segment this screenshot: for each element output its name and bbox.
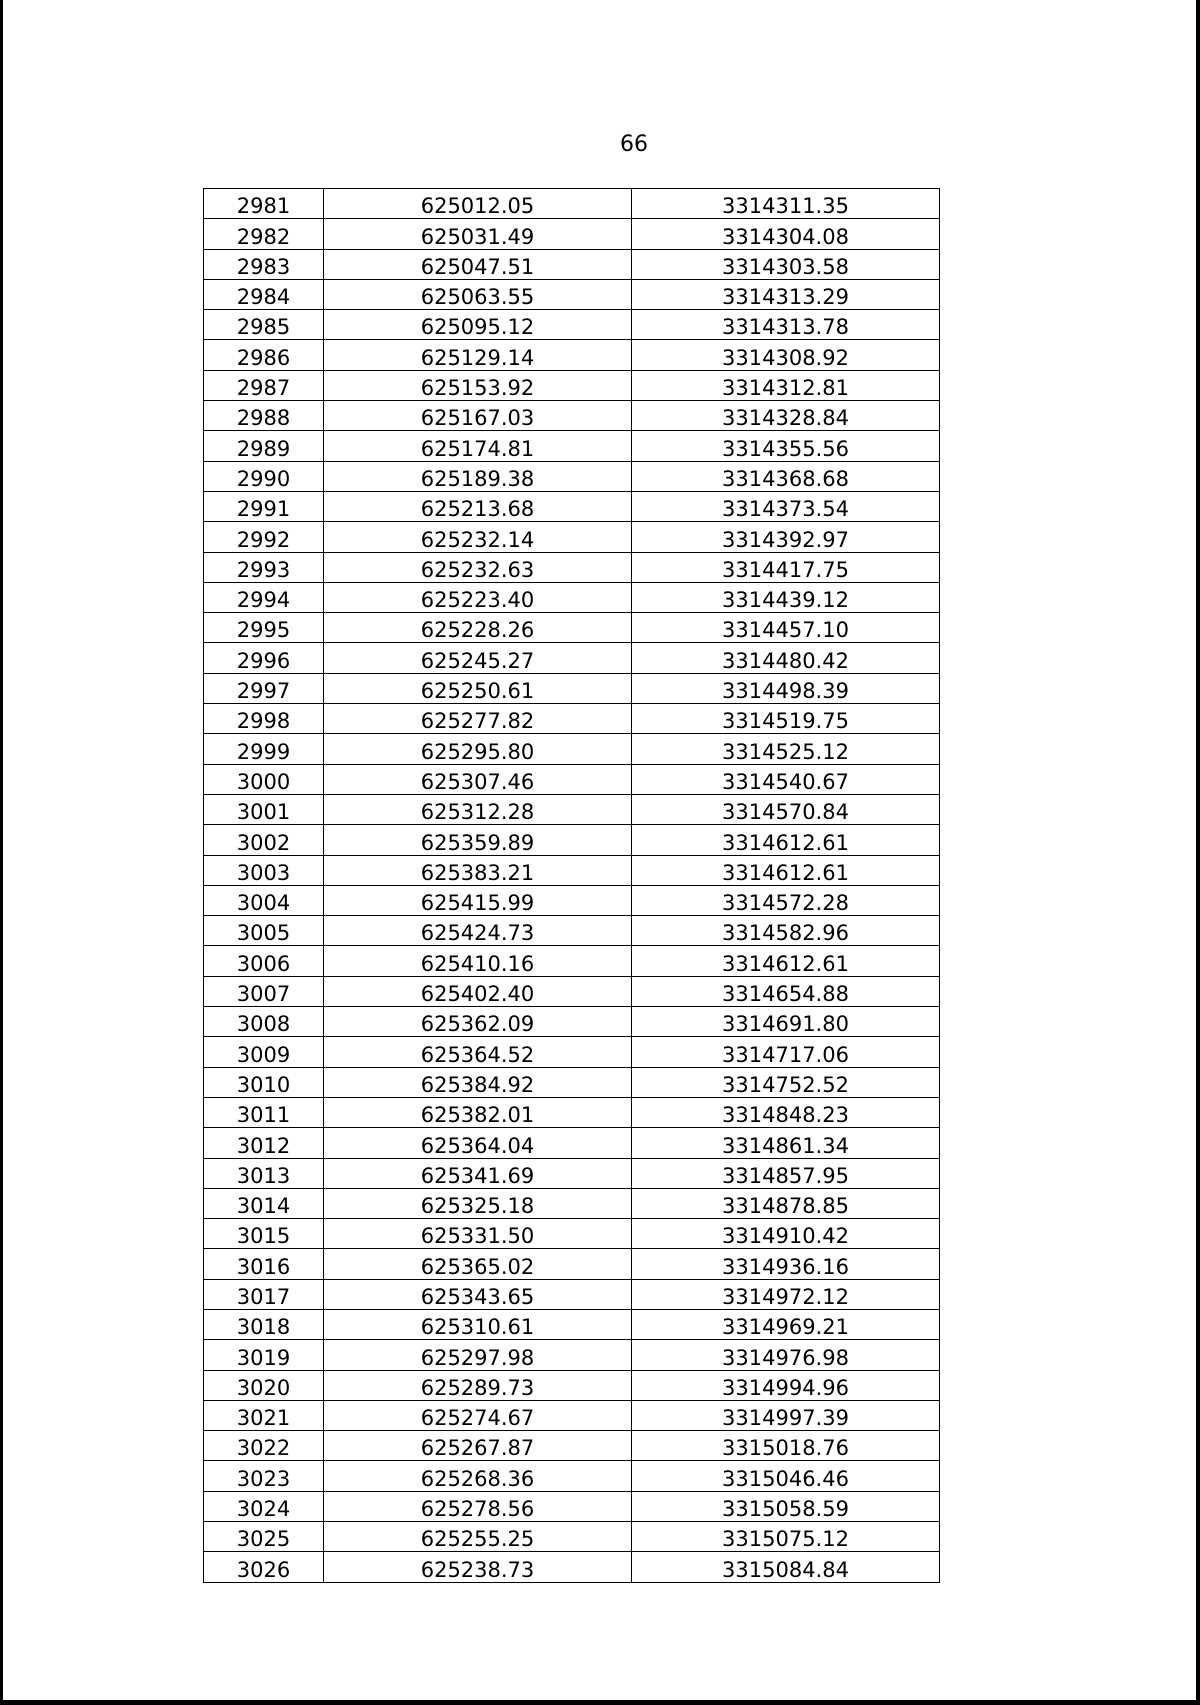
point-id-cell: 3014 [204, 1188, 324, 1218]
x-coordinate-cell: 625268.36 [324, 1461, 632, 1491]
y-coordinate-cell: 3314480.42 [632, 643, 940, 673]
point-id-cell: 3007 [204, 976, 324, 1006]
point-id-cell: 2998 [204, 704, 324, 734]
point-id-cell: 3026 [204, 1552, 324, 1582]
x-coordinate-cell: 625310.61 [324, 1309, 632, 1339]
coordinates-table [203, 188, 940, 1583]
y-coordinate-cell: 3315084.84 [632, 1552, 940, 1582]
point-id-cell: 2984 [204, 279, 324, 309]
x-coordinate-cell: 625341.69 [324, 1158, 632, 1188]
point-id-cell: 3005 [204, 916, 324, 946]
y-coordinate-cell: 3314313.78 [632, 310, 940, 340]
coordinates-table-body [204, 189, 940, 1583]
table-row [204, 1037, 940, 1067]
x-coordinate-cell: 625384.92 [324, 1067, 632, 1097]
point-id-cell: 3013 [204, 1158, 324, 1188]
scan-border-bottom [0, 1700, 1200, 1705]
table-row [204, 704, 940, 734]
table-row [204, 340, 940, 370]
point-id-cell: 3001 [204, 794, 324, 824]
point-id-cell: 2985 [204, 310, 324, 340]
y-coordinate-cell: 3314570.84 [632, 794, 940, 824]
y-coordinate-cell: 3314439.12 [632, 582, 940, 612]
x-coordinate-cell: 625250.61 [324, 673, 632, 703]
table-row [204, 1249, 940, 1279]
table-row [204, 673, 940, 703]
table-row [204, 1097, 940, 1127]
y-coordinate-cell: 3314519.75 [632, 704, 940, 734]
table-row [204, 794, 940, 824]
page-number: 66 [620, 132, 648, 157]
point-id-cell: 3003 [204, 855, 324, 885]
y-coordinate-cell: 3314612.61 [632, 946, 940, 976]
point-id-cell: 3019 [204, 1340, 324, 1370]
table-row [204, 643, 940, 673]
point-id-cell: 3000 [204, 764, 324, 794]
point-id-cell: 2988 [204, 401, 324, 431]
point-id-cell: 3016 [204, 1249, 324, 1279]
x-coordinate-cell: 625295.80 [324, 734, 632, 764]
table-row [204, 1552, 940, 1582]
x-coordinate-cell: 625063.55 [324, 279, 632, 309]
table-row [204, 1219, 940, 1249]
point-id-cell: 2989 [204, 431, 324, 461]
table-row [204, 370, 940, 400]
table-row [204, 1370, 940, 1400]
point-id-cell: 2987 [204, 370, 324, 400]
x-coordinate-cell: 625174.81 [324, 431, 632, 461]
point-id-cell: 3009 [204, 1037, 324, 1067]
x-coordinate-cell: 625325.18 [324, 1188, 632, 1218]
x-coordinate-cell: 625277.82 [324, 704, 632, 734]
x-coordinate-cell: 625189.38 [324, 461, 632, 491]
x-coordinate-cell: 625012.05 [324, 189, 632, 219]
y-coordinate-cell: 3314612.61 [632, 855, 940, 885]
x-coordinate-cell: 625274.67 [324, 1400, 632, 1430]
table-row [204, 522, 940, 552]
table-row [204, 1431, 940, 1461]
y-coordinate-cell: 3314525.12 [632, 734, 940, 764]
table-row [204, 1128, 940, 1158]
table-row [204, 1158, 940, 1188]
point-id-cell: 3017 [204, 1279, 324, 1309]
y-coordinate-cell: 3314752.52 [632, 1067, 940, 1097]
x-coordinate-cell: 625362.09 [324, 1007, 632, 1037]
point-id-cell: 3006 [204, 946, 324, 976]
x-coordinate-cell: 625402.40 [324, 976, 632, 1006]
table-row [204, 1491, 940, 1521]
point-id-cell: 3018 [204, 1309, 324, 1339]
point-id-cell: 3025 [204, 1522, 324, 1552]
point-id-cell: 2995 [204, 613, 324, 643]
point-id-cell: 3022 [204, 1431, 324, 1461]
scan-border-left [0, 0, 3, 1705]
x-coordinate-cell: 625307.46 [324, 764, 632, 794]
point-id-cell: 2982 [204, 219, 324, 249]
point-id-cell: 3020 [204, 1370, 324, 1400]
y-coordinate-cell: 3314572.28 [632, 885, 940, 915]
table-row [204, 310, 940, 340]
y-coordinate-cell: 3314303.58 [632, 249, 940, 279]
table-row [204, 1309, 940, 1339]
y-coordinate-cell: 3314861.34 [632, 1128, 940, 1158]
table-row [204, 279, 940, 309]
x-coordinate-cell: 625297.98 [324, 1340, 632, 1370]
table-row [204, 1188, 940, 1218]
y-coordinate-cell: 3314540.67 [632, 764, 940, 794]
point-id-cell: 2999 [204, 734, 324, 764]
y-coordinate-cell: 3314878.85 [632, 1188, 940, 1218]
table-row [204, 885, 940, 915]
table-row [204, 976, 940, 1006]
y-coordinate-cell: 3314612.61 [632, 825, 940, 855]
x-coordinate-cell: 625415.99 [324, 885, 632, 915]
point-id-cell: 3023 [204, 1461, 324, 1491]
x-coordinate-cell: 625343.65 [324, 1279, 632, 1309]
y-coordinate-cell: 3314328.84 [632, 401, 940, 431]
point-id-cell: 2994 [204, 582, 324, 612]
table-row [204, 491, 940, 521]
point-id-cell: 2986 [204, 340, 324, 370]
y-coordinate-cell: 3314936.16 [632, 1249, 940, 1279]
x-coordinate-cell: 625232.63 [324, 552, 632, 582]
x-coordinate-cell: 625267.87 [324, 1431, 632, 1461]
y-coordinate-cell: 3314654.88 [632, 976, 940, 1006]
y-coordinate-cell: 3314304.08 [632, 219, 940, 249]
table-row [204, 734, 940, 764]
point-id-cell: 3008 [204, 1007, 324, 1037]
x-coordinate-cell: 625095.12 [324, 310, 632, 340]
y-coordinate-cell: 3314972.12 [632, 1279, 940, 1309]
point-id-cell: 2990 [204, 461, 324, 491]
table-row [204, 946, 940, 976]
y-coordinate-cell: 3314355.56 [632, 431, 940, 461]
table-row [204, 1522, 940, 1552]
y-coordinate-cell: 3314997.39 [632, 1400, 940, 1430]
x-coordinate-cell: 625364.52 [324, 1037, 632, 1067]
x-coordinate-cell: 625228.26 [324, 613, 632, 643]
y-coordinate-cell: 3314368.68 [632, 461, 940, 491]
y-coordinate-cell: 3314417.75 [632, 552, 940, 582]
x-coordinate-cell: 625383.21 [324, 855, 632, 885]
y-coordinate-cell: 3314976.98 [632, 1340, 940, 1370]
y-coordinate-cell: 3314848.23 [632, 1097, 940, 1127]
table-row [204, 219, 940, 249]
table-row [204, 1007, 940, 1037]
point-id-cell: 2993 [204, 552, 324, 582]
table-row [204, 1400, 940, 1430]
point-id-cell: 3015 [204, 1219, 324, 1249]
table-row [204, 401, 940, 431]
point-id-cell: 2981 [204, 189, 324, 219]
y-coordinate-cell: 3314717.06 [632, 1037, 940, 1067]
point-id-cell: 2997 [204, 673, 324, 703]
table-row [204, 855, 940, 885]
table-row [204, 1461, 940, 1491]
x-coordinate-cell: 625153.92 [324, 370, 632, 400]
x-coordinate-cell: 625047.51 [324, 249, 632, 279]
point-id-cell: 2992 [204, 522, 324, 552]
table-row [204, 825, 940, 855]
x-coordinate-cell: 625255.25 [324, 1522, 632, 1552]
table-row [204, 249, 940, 279]
x-coordinate-cell: 625364.04 [324, 1128, 632, 1158]
x-coordinate-cell: 625223.40 [324, 582, 632, 612]
point-id-cell: 2983 [204, 249, 324, 279]
y-coordinate-cell: 3314857.95 [632, 1158, 940, 1188]
x-coordinate-cell: 625278.56 [324, 1491, 632, 1521]
y-coordinate-cell: 3314994.96 [632, 1370, 940, 1400]
y-coordinate-cell: 3315018.76 [632, 1431, 940, 1461]
point-id-cell: 3010 [204, 1067, 324, 1097]
x-coordinate-cell: 625312.28 [324, 794, 632, 824]
y-coordinate-cell: 3314498.39 [632, 673, 940, 703]
x-coordinate-cell: 625382.01 [324, 1097, 632, 1127]
y-coordinate-cell: 3314910.42 [632, 1219, 940, 1249]
y-coordinate-cell: 3314308.92 [632, 340, 940, 370]
point-id-cell: 3012 [204, 1128, 324, 1158]
x-coordinate-cell: 625129.14 [324, 340, 632, 370]
point-id-cell: 3024 [204, 1491, 324, 1521]
point-id-cell: 3011 [204, 1097, 324, 1127]
point-id-cell: 3002 [204, 825, 324, 855]
y-coordinate-cell: 3314392.97 [632, 522, 940, 552]
x-coordinate-cell: 625424.73 [324, 916, 632, 946]
x-coordinate-cell: 625245.27 [324, 643, 632, 673]
x-coordinate-cell: 625365.02 [324, 1249, 632, 1279]
y-coordinate-cell: 3314313.29 [632, 279, 940, 309]
scan-border-right [1196, 0, 1200, 1705]
table-row [204, 1279, 940, 1309]
table-row [204, 1067, 940, 1097]
table-row [204, 582, 940, 612]
x-coordinate-cell: 625410.16 [324, 946, 632, 976]
x-coordinate-cell: 625167.03 [324, 401, 632, 431]
table-row [204, 1340, 940, 1370]
table-row [204, 916, 940, 946]
point-id-cell: 2996 [204, 643, 324, 673]
y-coordinate-cell: 3315075.12 [632, 1522, 940, 1552]
point-id-cell: 3021 [204, 1400, 324, 1430]
x-coordinate-cell: 625331.50 [324, 1219, 632, 1249]
y-coordinate-cell: 3314457.10 [632, 613, 940, 643]
table-row [204, 189, 940, 219]
y-coordinate-cell: 3315058.59 [632, 1491, 940, 1521]
y-coordinate-cell: 3314373.54 [632, 491, 940, 521]
table-row [204, 613, 940, 643]
y-coordinate-cell: 3314969.21 [632, 1309, 940, 1339]
table-row [204, 431, 940, 461]
table-row [204, 461, 940, 491]
x-coordinate-cell: 625031.49 [324, 219, 632, 249]
point-id-cell: 2991 [204, 491, 324, 521]
y-coordinate-cell: 3314311.35 [632, 189, 940, 219]
y-coordinate-cell: 3315046.46 [632, 1461, 940, 1491]
y-coordinate-cell: 3314582.96 [632, 916, 940, 946]
y-coordinate-cell: 3314691.80 [632, 1007, 940, 1037]
x-coordinate-cell: 625359.89 [324, 825, 632, 855]
table-row [204, 552, 940, 582]
x-coordinate-cell: 625232.14 [324, 522, 632, 552]
x-coordinate-cell: 625213.68 [324, 491, 632, 521]
point-id-cell: 3004 [204, 885, 324, 915]
y-coordinate-cell: 3314312.81 [632, 370, 940, 400]
table-row [204, 764, 940, 794]
x-coordinate-cell: 625289.73 [324, 1370, 632, 1400]
x-coordinate-cell: 625238.73 [324, 1552, 632, 1582]
